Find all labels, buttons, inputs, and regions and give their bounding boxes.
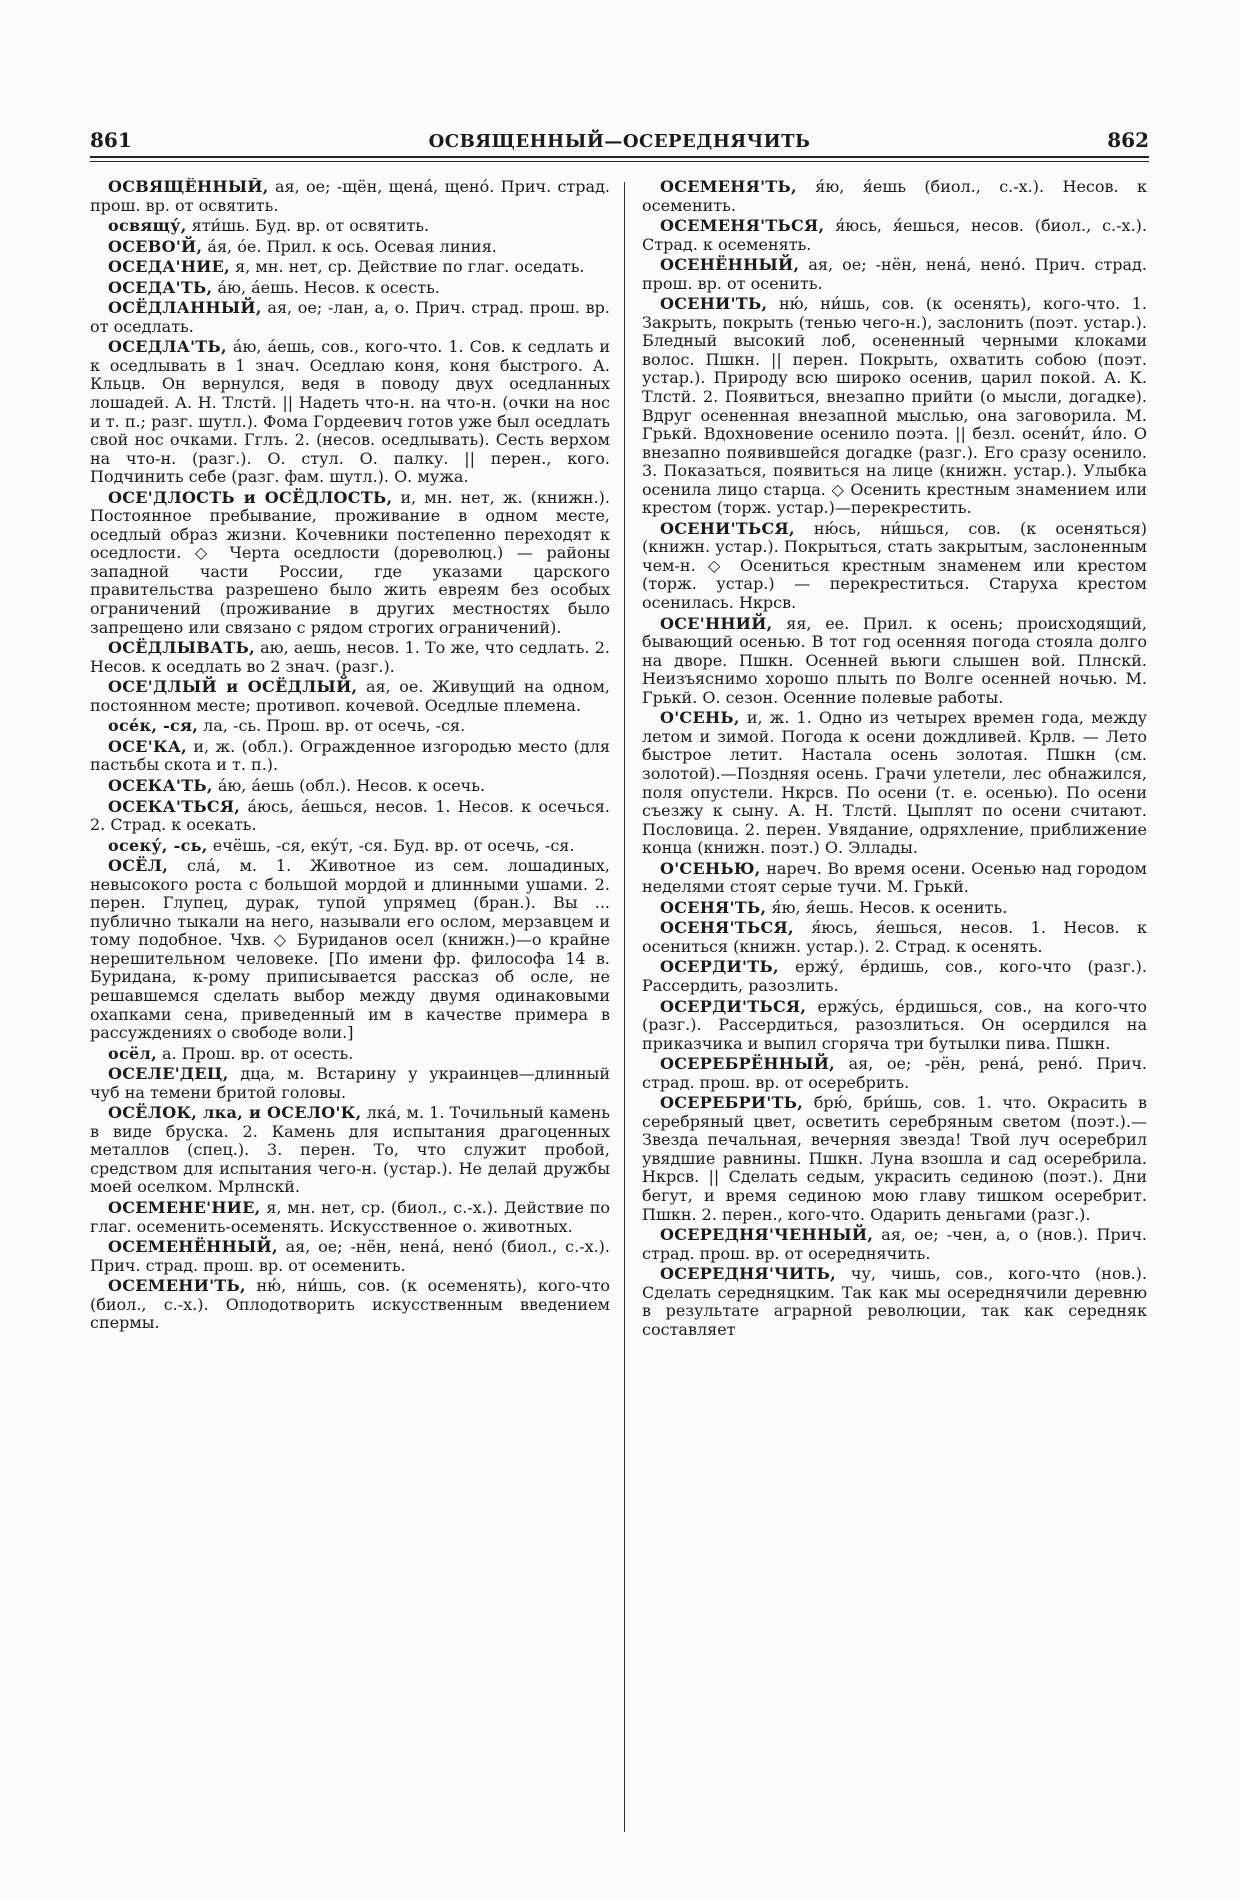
dictionary-entry (90, 1238, 610, 1275)
dictionary-entry (642, 709, 1147, 857)
header-rule (90, 156, 1149, 162)
entry-headword: ОСЕЛЕ'ДЕЦ, (108, 1064, 229, 1084)
entry-definition: ая, ое; -нён, нена́, нено́. Прич. страд. прош. вр. от осенить. (642, 255, 1147, 293)
entry-definition: ая, ое; -щён, щена́, щено́. Прич. страд. прош. вр. от освятить. (90, 178, 610, 215)
dictionary-entry (90, 338, 610, 486)
dictionary-entry (90, 717, 610, 736)
entry-definition: дца, м. Встарину у украинцев—длинный чуб на темени бритой головы. (90, 1064, 610, 1102)
entry-definition: и, ж. (обл.). Огражденное изгородью место (для пастьбы скота и т. п.). (90, 736, 610, 775)
entry-definition: а́ю, а́ешь (обл.). Несов. к осечь. (217, 775, 486, 795)
left-page-number: 861 (90, 128, 132, 152)
dictionary-entry (90, 1065, 610, 1102)
dictionary-entry (642, 1055, 1147, 1092)
entry-definition: ая, ое; -чен, а, о (нов.). Прич. страд. прош. вр. от осереднячить. (642, 1225, 1147, 1263)
entry-headword: О'СЕНЬ, (660, 708, 740, 728)
column-divider (624, 182, 625, 1832)
dictionary-entry (642, 178, 1147, 215)
entry-headword: ОСЁЛ, (108, 856, 169, 876)
entry-definition: и, ж. 1. Одно из четырех времен года, между летом и зимой. Погода к осени дождливей. Крлв. — Лето быстрое летит. Настала осень золотая. Пшкн (см. золотой).—Поздняя осень. Грачи улетели, лес обнажился, поля опустели. Нкрсв. По осени (т. е. осенью). По осени съезжу к сыну. А. Н. Тлстй. Цыплят по осени считают. Пословица. 2. перен. Увядание, одряхление, приближение конца (книжн. поэт.) О. Эллады. (642, 708, 1147, 858)
dictionary-entry (90, 798, 610, 835)
entry-headword: ОСЁЛОК, лка, и ОСЕЛО'К, (108, 1103, 362, 1123)
entry-definition: я, мн. нет, ср. Действие по глаг. оседать. (235, 257, 585, 277)
entry-definition: ечёшь, -ся, еку́т, -ся. Буд. вр. от осечь, -ся. (212, 835, 575, 855)
dictionary-entry (642, 520, 1147, 613)
entry-definition: лка́, м. 1. Точильный камень в виде бруска. 2. Камень для испытания драгоценных металлов (спец.). 3. перен. То, что служит пробой, средством для испытания чего-н. (устар.). Не делай дружбы моей оселком. Мрлнскй. (90, 1103, 610, 1197)
entry-headword: ОСЕ'ДЛЫЙ и ОСЁДЛЫЙ, (108, 677, 358, 697)
entry-definition: ая, ое. Живущий на одном, постоянном месте; противоп. кочевой. Оседлые племена. (90, 677, 610, 715)
entry-headword: ОСЕДА'НИЕ, (108, 257, 231, 277)
dictionary-entry (90, 837, 610, 856)
entry-definition: я́юсь, я́ешься, несов. 1. Несов. к осениться (книжн. устар.). 2. Страд. к осенять. (642, 918, 1147, 956)
right-page-number: 862 (1107, 128, 1149, 152)
entry-headword: ОСЕДА'ТЬ, (108, 277, 213, 297)
entry-headword: освящу́, (108, 216, 187, 236)
entry-headword: ОСЕРЕДНЯ'ЧИТЬ, (660, 1264, 837, 1284)
entry-headword: О'СЕНЬЮ, (660, 858, 761, 878)
entry-definition: ла, -сь. Прош. вр. от осечь, -ся. (203, 716, 466, 736)
dictionary-entry (642, 919, 1147, 956)
entry-definition: а́ю, а́ешь. Несов. к осесть. (217, 277, 440, 297)
entry-headword: ОСЕРЕДНЯ'ЧЕННЫЙ, (660, 1225, 874, 1245)
entry-definition: ню́, ни́шь, сов. (к осенять), кого-что. 1. Закрыть, покрыть (тенью чего-н.), заслонить (поэт. устар.). Бледный высокий лоб, осененный черными клоками волос. Пшкн. || перен. Покрыть, охватить собою (поэт. устар.). Природу всю широко осенив, царил покой. А. К. Тлстй. 2. Появиться, внезапно прийти (о мысли, догадке). Вдруг осененная внезапной мыслью, она заговорила. М. Грькй. Вдохновение осенило поэта. || безл. осени́т, и́ло. О внезапно появившейся догадке (разг.). Его сразу осенило. 3. Показаться, появиться на лице (книжн. устар.). Улыбка осенила лицо старца. ◇ Осенить крестным знамением или крестом (торж. устар.)—перекрестить. (642, 294, 1147, 518)
entry-headword: осеку́, -сь, (108, 835, 208, 855)
entry-headword: ОСЕРЕБРЁННЫЙ, (660, 1054, 836, 1074)
entry-definition: брю́, бри́шь, сов. 1. что. Окрасить в серебряный цвет, осветить серебряным светом (поэт.).—Звезда печальная, вечерняя звезда! Твой луч осеребрил увядшие равнины. Пшкн. Луна взошла и сад осеребрила. Нкрсв. || Сделать седым, украсить сединою (поэт.). Дни бегут, и время сединою мою главу тишком осеребрит. Пшкн. 2. перен., кого-что. Одарить деньгами (разг.). (642, 1093, 1147, 1224)
entry-headword: ОСВЯЩЁННЫЙ, (108, 178, 269, 196)
dictionary-entry (642, 998, 1147, 1054)
dictionary-entry (642, 958, 1147, 995)
entry-headword: ОСЕМЕНЯ'ТЬСЯ, (660, 216, 825, 236)
dictionary-entry (642, 295, 1147, 518)
dictionary-entry (90, 639, 610, 676)
entry-headword: ОСЕНИ'ТЬ, (660, 294, 768, 314)
dictionary-entry (90, 489, 610, 637)
entry-definition: яти́шь. Буд. вр. от освятить. (191, 216, 430, 236)
entry-definition: нареч. Во время осени. Осенью над городом неделями стоят серые тучи. М. Грькй. (642, 858, 1147, 897)
entry-headword: ОСЕНЯ'ТЬСЯ, (660, 918, 794, 938)
entry-headword: осёл, (108, 1043, 157, 1063)
right-column (642, 178, 1147, 1858)
entry-definition: я, мн. нет, ср. (биол., с.-х.). Действие по глаг. осеменить-осеменять. Искусственное о. животных. (90, 1197, 610, 1236)
dictionary-entry (642, 1265, 1147, 1339)
entry-definition: я́ю, я́ешь (биол., с.-х.). Несов. к осеменить. (642, 178, 1147, 215)
entry-definition: ая, ое; -рён, рена́, рено́. Прич. страд. прош. вр. от осеребрить. (642, 1054, 1147, 1092)
entry-definition: ержу́, е́рдишь, сов., кого-что (разг.). Рассердить, разозлить. (642, 957, 1147, 995)
entry-headword: осе́к, -ся, (108, 716, 199, 736)
entry-definition: ержу́сь, е́рдишься, сов., на кого-что (разг.). Рассердиться, разозлиться. Он осердился на приказчика и выпил сгоряча три бутылки пива. Пшкн. (642, 996, 1147, 1053)
entry-definition: аю, аешь, несов. 1. То же, что седлать. 2. Несов. к оседлать во 2 знач. (разг.). (90, 638, 610, 676)
entry-definition: а́юсь, а́ешься, несов. 1. Несов. к осечься. 2. Страд. к осекать. (90, 796, 610, 835)
entry-definition: и, мн. нет, ж. (книжн.). Постоянное пребывание, проживание в одном месте, оседлый образ жизни. Кочевники постепенно переходят к оседлости. ◇ Черта оседлости (дореволюц.) — районы западной части России, где указами царского правительства разрешено было жить евреям без особых ограничений (проживание в других местностях было запрещено или связано с рядом строгих ограничений). (90, 487, 610, 637)
dictionary-entry (90, 258, 610, 277)
entry-definition: ню́сь, ни́шься, сов. (к осеняться) (книжн. устар.). Покрыться, стать закрытым, заслоненным чем-н. ◇ Осениться крестным знаменем или крестом (торж. устар.) — перекреститься. Старуха крестом осенилась. Нкрсв. (642, 518, 1147, 613)
entry-headword: ОСЕРДИ'ТЬ, (660, 957, 779, 977)
dictionary-entry (90, 738, 610, 775)
dictionary-entry (642, 899, 1147, 918)
dictionary-entry (90, 238, 610, 257)
entry-headword: ОСЕКА'ТЬ, (108, 775, 213, 795)
entry-headword: ОСЕВО'Й, (108, 236, 203, 256)
entry-headword: ОСЕНЯ'ТЬ, (660, 897, 767, 917)
dictionary-entry (90, 1277, 610, 1333)
entry-definition: яя, ее. Прил. к осень; происходящий, бывающий осенью. В тот год осенняя погода стояла долго на дворе. Пшкн. Осенней вьюги слышен вой. Плнскй. Неизъяснимо хорошо плыть по Волге осенней ночью. М. Грькй. О. сезон. Осенние полевые работы. (642, 613, 1147, 707)
entry-headword: ОСЁДЛЫВАТЬ, (108, 638, 256, 658)
entry-headword: ОСЕРДИ'ТЬСЯ, (660, 996, 807, 1016)
entry-definition: а́ю, а́ешь, сов., кого-что. 1. Сов. к седлать и к оседлывать в 1 знач. Оседлаю коня, коня быстрого. А. Кльцв. Он вернулся, ведя в поводу двух оседланных лошадей. А. Н. Тлстй. || Надеть что-н. на что-н. (очки на нос и т. п.; разг. шутл.). Фома Гордеевич готов уже был оседлать свой нос очками. Гглъ. 2. (несов. оседлывать). Сесть верхом на что-н. (разг.). О. стул. О. палку. || перен., кого. Подчинить себе (разг. фам. шутл.). О. мужа. (90, 337, 610, 487)
running-title: ОСВЯЩЕННЫЙ—ОСЕРЕДНЯЧИТЬ (428, 131, 811, 152)
entry-headword: ОСЕ'КА, (108, 736, 188, 756)
entry-headword: ОСЕ'ННИЙ, (660, 613, 773, 633)
entry-headword: ОСЕМЕНЯ'ТЬ, (660, 178, 797, 196)
dictionary-entry (90, 1104, 610, 1197)
dictionary-entry (90, 1045, 610, 1064)
entry-definition: а. Прош. вр. от осесть. (162, 1043, 354, 1063)
dictionary-entry (642, 1094, 1147, 1224)
entry-headword: ОСЕКА'ТЬСЯ, (108, 796, 241, 816)
entry-headword: ОСЁДЛАННЫЙ, (108, 298, 262, 318)
entry-definition: я́юсь, я́ешься, несов. (биол., с.-х.). Страд. к осеменять. (642, 216, 1147, 254)
page-header (90, 122, 1149, 152)
entry-definition: я́ю, я́ешь. Несов. к осенить. (771, 897, 1008, 917)
entry-definition: ню́, ни́шь, сов. (к осеменять), кого-что (биол., с.-х.). Оплодотворить искусственным введением спермы. (90, 1276, 610, 1333)
dictionary-entry (90, 178, 610, 215)
dictionary-entry (90, 1199, 610, 1236)
entry-headword: ОСЕНЁННЫЙ, (660, 255, 800, 275)
dictionary-entry (642, 1226, 1147, 1263)
entry-definition: а́я, о́е. Прил. к ось. Осевая линия. (207, 236, 497, 256)
dictionary-entry (90, 777, 610, 796)
dictionary-entry (90, 217, 610, 236)
dictionary-entry (642, 615, 1147, 708)
entry-headword: ОСЕ'ДЛОСТЬ и ОСЁДЛОСТЬ, (108, 487, 393, 507)
entry-headword: ОСЕНИ'ТЬСЯ, (660, 518, 795, 538)
entry-definition: ая, ое; -лан, а, о. Прич. страд. прош. вр. от оседлать. (90, 298, 610, 336)
entry-headword: ОСЕМЕНИ'ТЬ, (108, 1276, 246, 1296)
dictionary-entry (642, 860, 1147, 897)
entry-definition: ая, ое; -нён, нена́, нено́ (биол., с.-х.). Прич. страд. прош. вр. от осеменить. (90, 1237, 610, 1275)
dictionary-entry (90, 299, 610, 336)
dictionary-entry (642, 256, 1147, 293)
dictionary-entry (90, 678, 610, 715)
entry-headword: ОСЕМЕНЕ'НИЕ, (108, 1197, 261, 1217)
entry-definition: чу, чишь, сов., кого-что (нов.). Сделать середняцким. Так как мы осереднячили деревню в результате аграрной революции, так как середняк составляет (642, 1264, 1147, 1339)
left-column (90, 178, 610, 1858)
entry-headword: ОСЕМЕНЁННЫЙ, (108, 1237, 278, 1257)
dictionary-entry (642, 217, 1147, 254)
entry-definition: сла́, м. 1. Животное из сем. лошадиных, невысокого роста с большой мордой и длинными ушами. 2. перен. Глупец, дурак, тупой упрямец (бран.). Вы ... публично тыкали на него, называли его ослом, мерзавцем и тому подобное. Чхв. ◇ Буриданов осел (книжн.)—о крайне нерешительном человеке. [По имени фр. философа 14 в. Буридана, к-рому приписывается рассказ об осле, не решавшемся сделать выбор между двумя одинаковыми охапками сена, приведенный им в качестве примера в рассуждениях о свободе воли.] (90, 856, 610, 1043)
entry-headword: ОСЕРЕБРИ'ТЬ, (660, 1093, 804, 1113)
dictionary-entry (90, 279, 610, 298)
dictionary-entry (90, 857, 610, 1042)
entry-headword: ОСЕДЛА'ТЬ, (108, 337, 227, 357)
